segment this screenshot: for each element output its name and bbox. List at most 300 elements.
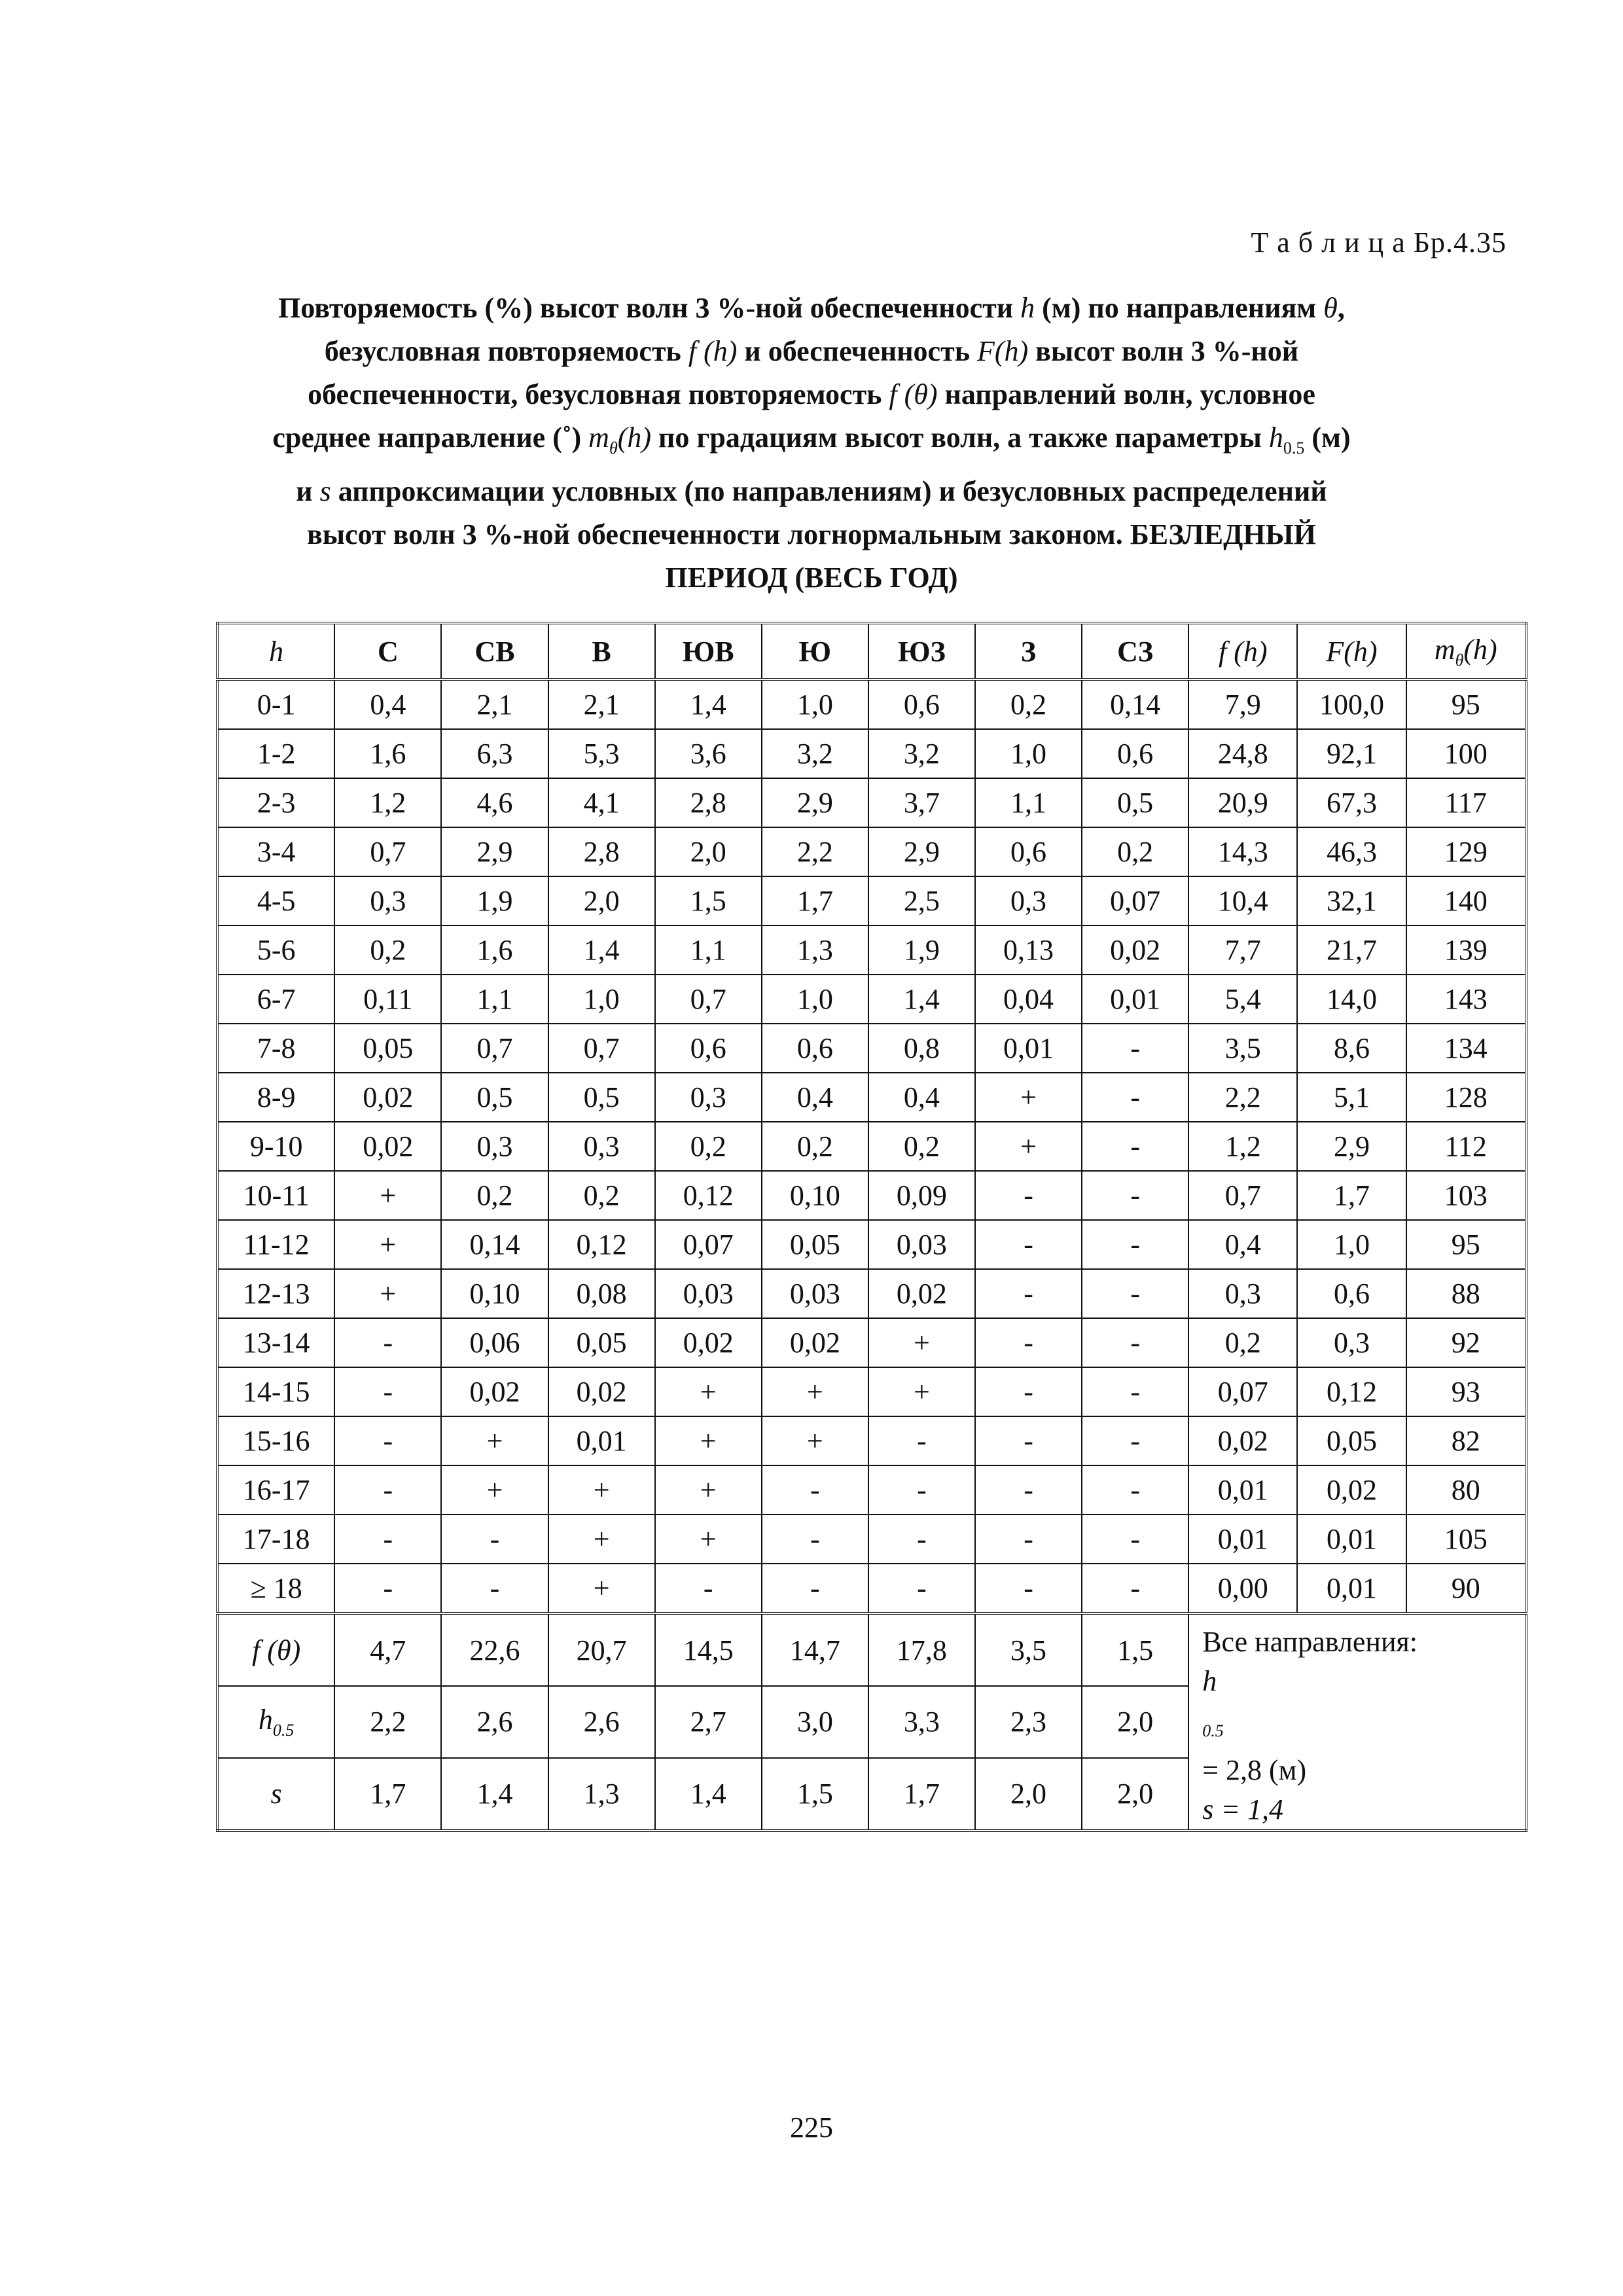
summary-s: s = 1,4 <box>1202 1793 1284 1825</box>
value-cell: 1,0 <box>762 975 868 1024</box>
value-cell: 0,03 <box>868 1220 975 1269</box>
caption-math: F(h) <box>976 335 1029 367</box>
value-cell: 0,6 <box>762 1024 868 1073</box>
height-range-cell: 1-2 <box>217 729 334 778</box>
value-cell: - <box>441 1564 548 1613</box>
height-range-cell: 11-12 <box>217 1220 334 1269</box>
all-directions-summary <box>1188 1613 1526 1831</box>
value-cell: + <box>655 1515 762 1564</box>
value-cell: 14,0 <box>1297 975 1406 1024</box>
table-row <box>217 1024 1526 1073</box>
value-cell: 0,02 <box>334 1122 441 1171</box>
value-cell: 0,4 <box>868 1073 975 1122</box>
value-cell: 0,01 <box>975 1024 1082 1073</box>
value-cell: - <box>868 1564 975 1613</box>
value-cell: 1,2 <box>1188 1122 1297 1171</box>
s-cell: 1,4 <box>655 1758 762 1831</box>
value-cell: - <box>334 1318 441 1367</box>
s-cell: 1,3 <box>548 1758 655 1831</box>
ftheta-cell: 20,7 <box>548 1613 655 1686</box>
value-cell: 2,9 <box>868 827 975 876</box>
h05-cell: 2,2 <box>334 1686 441 1758</box>
value-cell: 0,02 <box>762 1318 868 1367</box>
height-range-cell: 17-18 <box>217 1515 334 1564</box>
value-cell: 7,7 <box>1188 925 1297 975</box>
height-range-cell: 10-11 <box>217 1171 334 1220</box>
value-cell: 0,00 <box>1188 1564 1297 1613</box>
value-cell: 3,7 <box>868 778 975 827</box>
degree-symbol: ˚ <box>562 422 572 454</box>
caption-text: (м) <box>1304 422 1351 454</box>
value-cell: + <box>975 1122 1082 1171</box>
caption-math: m <box>588 422 609 454</box>
value-cell: + <box>655 1367 762 1416</box>
caption-text: и обеспеченность <box>737 335 977 367</box>
value-cell: + <box>548 1564 655 1613</box>
value-cell: 0,03 <box>762 1269 868 1318</box>
value-cell: 1,5 <box>655 876 762 925</box>
header-direction: З <box>975 623 1082 679</box>
value-cell: 0,6 <box>1297 1269 1406 1318</box>
value-cell: 7,9 <box>1188 679 1297 729</box>
ftheta-cell: 4,7 <box>334 1613 441 1686</box>
value-cell: 0,7 <box>655 975 762 1024</box>
value-cell: 3,6 <box>655 729 762 778</box>
ftheta-cell: 1,5 <box>1082 1613 1188 1686</box>
value-cell: 100 <box>1406 729 1526 778</box>
caption-math-sub: 0.5 <box>1283 438 1305 457</box>
value-cell: 2,1 <box>441 679 548 729</box>
table-row <box>217 1171 1526 1220</box>
caption-text: безусловная повторяемость <box>324 335 688 367</box>
value-cell: + <box>334 1220 441 1269</box>
value-cell: 0,14 <box>1082 679 1188 729</box>
value-cell: - <box>868 1515 975 1564</box>
value-cell: 1,9 <box>441 876 548 925</box>
summary-h-base: h <box>1202 1665 1217 1697</box>
value-cell: - <box>975 1515 1082 1564</box>
value-cell: 20,9 <box>1188 778 1297 827</box>
value-cell: 1,7 <box>762 876 868 925</box>
value-cell: - <box>1082 1073 1188 1122</box>
h05-label-base: h <box>258 1704 273 1736</box>
value-cell: 0,4 <box>762 1073 868 1122</box>
value-cell: 67,3 <box>1297 778 1406 827</box>
caption-math: f (θ) <box>889 378 938 410</box>
value-cell: + <box>441 1465 548 1515</box>
page-number: 225 <box>790 2111 833 2144</box>
value-cell: 0,5 <box>548 1073 655 1122</box>
value-cell: - <box>1082 1416 1188 1465</box>
value-cell: 93 <box>1406 1367 1526 1416</box>
value-cell: 0,03 <box>655 1269 762 1318</box>
value-cell: - <box>1082 1465 1188 1515</box>
table-row <box>217 1220 1526 1269</box>
height-range-cell: 13-14 <box>217 1318 334 1367</box>
value-cell: 129 <box>1406 827 1526 876</box>
value-cell: - <box>334 1515 441 1564</box>
table-row <box>217 1073 1526 1122</box>
table-row <box>217 1122 1526 1171</box>
height-range-cell: 12-13 <box>217 1269 334 1318</box>
s-cell: 1,4 <box>441 1758 548 1831</box>
value-cell: 0,07 <box>655 1220 762 1269</box>
value-cell: 0,07 <box>1188 1367 1297 1416</box>
value-cell: 0,7 <box>1188 1171 1297 1220</box>
value-cell: 100,0 <box>1297 679 1406 729</box>
value-cell: - <box>334 1564 441 1613</box>
h05-cell: 2,3 <box>975 1686 1082 1758</box>
value-cell: - <box>975 1269 1082 1318</box>
value-cell: 4,6 <box>441 778 548 827</box>
table-body <box>217 679 1526 1613</box>
header-direction: В <box>548 623 655 679</box>
value-cell: 0,5 <box>1082 778 1188 827</box>
value-cell: - <box>1082 1024 1188 1073</box>
height-range-cell: 6-7 <box>217 975 334 1024</box>
value-cell: 1,6 <box>334 729 441 778</box>
caption-line-2 <box>216 330 1407 373</box>
value-cell: 14,3 <box>1188 827 1297 876</box>
value-cell: - <box>334 1465 441 1515</box>
value-cell: - <box>1082 1318 1188 1367</box>
value-cell: 0,04 <box>975 975 1082 1024</box>
value-cell: 1,4 <box>548 925 655 975</box>
height-range-cell: 9-10 <box>217 1122 334 1171</box>
value-cell: - <box>1082 1171 1188 1220</box>
value-cell: 0,7 <box>441 1024 548 1073</box>
caption-line-3 <box>216 373 1407 416</box>
table-row <box>217 1367 1526 1416</box>
caption-text: высот волн 3 %-ной <box>1028 335 1299 367</box>
value-cell: 0,4 <box>334 679 441 729</box>
value-cell: 0,2 <box>868 1122 975 1171</box>
value-cell: 2,5 <box>868 876 975 925</box>
value-cell: + <box>868 1318 975 1367</box>
value-cell: 0,09 <box>868 1171 975 1220</box>
value-cell: 0,01 <box>1188 1515 1297 1564</box>
value-cell: 128 <box>1406 1073 1526 1122</box>
height-range-cell: ≥ 18 <box>217 1564 334 1613</box>
value-cell: + <box>334 1269 441 1318</box>
value-cell: - <box>655 1564 762 1613</box>
value-cell: + <box>655 1416 762 1465</box>
value-cell: 0,05 <box>548 1318 655 1367</box>
value-cell: + <box>762 1416 868 1465</box>
caption-text: направлений волн, условное <box>937 378 1315 410</box>
value-cell: 0,3 <box>334 876 441 925</box>
value-cell: + <box>441 1416 548 1465</box>
value-cell: 112 <box>1406 1122 1526 1171</box>
table-row <box>217 827 1526 876</box>
value-cell: 1,6 <box>441 925 548 975</box>
value-cell: 117 <box>1406 778 1526 827</box>
value-cell: 1,1 <box>655 925 762 975</box>
value-cell: 0,2 <box>441 1171 548 1220</box>
value-cell: 10,4 <box>1188 876 1297 925</box>
value-cell: - <box>1082 1367 1188 1416</box>
wave-height-table <box>216 622 1527 1832</box>
caption-text: аппроксимации условных (по направлениям) и безусловных распределений <box>330 475 1327 507</box>
value-cell: 0,05 <box>1297 1416 1406 1465</box>
table-row <box>217 778 1526 827</box>
value-cell: 0,2 <box>1082 827 1188 876</box>
value-cell: 143 <box>1406 975 1526 1024</box>
value-cell: 5,3 <box>548 729 655 778</box>
value-cell: - <box>975 1171 1082 1220</box>
value-cell: 0,6 <box>975 827 1082 876</box>
caption-math: s <box>319 475 331 507</box>
value-cell: - <box>334 1416 441 1465</box>
ftheta-cell: 14,5 <box>655 1613 762 1686</box>
value-cell: 0,01 <box>1297 1515 1406 1564</box>
h05-cell: 2,7 <box>655 1686 762 1758</box>
value-cell: 2,8 <box>655 778 762 827</box>
value-cell: 0,13 <box>975 925 1082 975</box>
table-row <box>217 1465 1526 1515</box>
value-cell: 6,3 <box>441 729 548 778</box>
value-cell: 3,2 <box>868 729 975 778</box>
value-cell: 0,6 <box>1082 729 1188 778</box>
header-m-theta <box>1406 623 1526 679</box>
value-cell: 134 <box>1406 1024 1526 1073</box>
summary-h-value: = 2,8 (м) <box>1202 1753 1307 1786</box>
value-cell: - <box>868 1416 975 1465</box>
h05-label-sub: 0.5 <box>272 1721 294 1740</box>
value-cell: 2,0 <box>548 876 655 925</box>
value-cell: 8,6 <box>1297 1024 1406 1073</box>
value-cell: 2,8 <box>548 827 655 876</box>
summary-title: Все направления: <box>1202 1626 1418 1658</box>
value-cell: 0,01 <box>1297 1564 1406 1613</box>
value-cell: 1,3 <box>762 925 868 975</box>
height-range-cell: 16-17 <box>217 1465 334 1515</box>
value-cell: 2,2 <box>762 827 868 876</box>
value-cell: 1,1 <box>441 975 548 1024</box>
value-cell: 0,8 <box>868 1024 975 1073</box>
value-cell: + <box>655 1465 762 1515</box>
caption-line-7: ПЕРИОД (ВЕСЬ ГОД) <box>665 561 958 594</box>
value-cell: 0,05 <box>334 1024 441 1073</box>
value-cell: + <box>548 1515 655 1564</box>
value-cell: 0,2 <box>975 679 1082 729</box>
caption-math: h <box>1020 292 1035 324</box>
header-row <box>217 623 1526 679</box>
value-cell: 0,3 <box>1188 1269 1297 1318</box>
caption-text: , <box>1337 292 1345 324</box>
caption-text: и <box>296 475 320 507</box>
value-cell: 0,05 <box>762 1220 868 1269</box>
summary-h-sub: 0.5 <box>1202 1721 1224 1740</box>
value-cell: 0,7 <box>334 827 441 876</box>
height-range-cell: 8-9 <box>217 1073 334 1122</box>
header-direction: С <box>334 623 441 679</box>
value-cell: - <box>1082 1515 1188 1564</box>
s-cell: 1,7 <box>868 1758 975 1831</box>
value-cell: 0,3 <box>975 876 1082 925</box>
value-cell: 95 <box>1406 1220 1526 1269</box>
table-label: Т а б л и ц а Бр.4.35 <box>1251 226 1507 259</box>
value-cell: 103 <box>1406 1171 1526 1220</box>
value-cell: 2,1 <box>548 679 655 729</box>
value-cell: 5,1 <box>1297 1073 1406 1122</box>
value-cell: 92 <box>1406 1318 1526 1367</box>
value-cell: 0,11 <box>334 975 441 1024</box>
s-cell: 1,5 <box>762 1758 868 1831</box>
header-direction: СВ <box>441 623 548 679</box>
caption-text: по градациям высот волн, а также параметры <box>651 422 1269 454</box>
summary-h05 <box>1202 1662 1525 1790</box>
value-cell: 105 <box>1406 1515 1526 1564</box>
header-direction: ЮВ <box>655 623 762 679</box>
caption-math: (h) <box>617 422 652 454</box>
table-row <box>217 1564 1526 1613</box>
value-cell: - <box>975 1465 1082 1515</box>
value-cell: 88 <box>1406 1269 1526 1318</box>
table-row <box>217 1318 1526 1367</box>
value-cell: + <box>868 1367 975 1416</box>
table-row <box>217 975 1526 1024</box>
value-cell: 0,5 <box>441 1073 548 1122</box>
value-cell: 1,0 <box>548 975 655 1024</box>
value-cell: 1,7 <box>1297 1171 1406 1220</box>
table-caption <box>216 287 1407 600</box>
h05-cell: 2,6 <box>441 1686 548 1758</box>
caption-line-1 <box>216 287 1407 330</box>
value-cell: 0,10 <box>441 1269 548 1318</box>
value-cell: 0,6 <box>868 679 975 729</box>
table-row <box>217 1515 1526 1564</box>
ftheta-row <box>217 1613 1526 1686</box>
caption-math-sub: θ <box>609 438 618 457</box>
caption-line-4 <box>216 416 1407 470</box>
value-cell: 0,02 <box>441 1367 548 1416</box>
value-cell: 95 <box>1406 679 1526 729</box>
value-cell: 0,02 <box>655 1318 762 1367</box>
header-m-sub: θ <box>1455 650 1464 670</box>
value-cell: 0,10 <box>762 1171 868 1220</box>
value-cell: 80 <box>1406 1465 1526 1515</box>
h05-cell: 2,6 <box>548 1686 655 1758</box>
value-cell: - <box>975 1318 1082 1367</box>
value-cell: 0,2 <box>548 1171 655 1220</box>
value-cell: 0,2 <box>762 1122 868 1171</box>
value-cell: 0,3 <box>548 1122 655 1171</box>
value-cell: 90 <box>1406 1564 1526 1613</box>
value-cell: 21,7 <box>1297 925 1406 975</box>
value-cell: - <box>762 1465 868 1515</box>
height-range-cell: 3-4 <box>217 827 334 876</box>
value-cell: 0,01 <box>1188 1465 1297 1515</box>
header-h: h <box>217 623 334 679</box>
value-cell: - <box>762 1564 868 1613</box>
s-cell: 1,7 <box>334 1758 441 1831</box>
caption-text: среднее направление ( <box>272 422 562 454</box>
value-cell: + <box>548 1465 655 1515</box>
value-cell: 0,08 <box>548 1269 655 1318</box>
h05-cell: 3,3 <box>868 1686 975 1758</box>
value-cell: - <box>975 1367 1082 1416</box>
value-cell: 0,02 <box>868 1269 975 1318</box>
value-cell: 2,2 <box>1188 1073 1297 1122</box>
s-cell: 2,0 <box>975 1758 1082 1831</box>
value-cell: 5,4 <box>1188 975 1297 1024</box>
value-cell: - <box>1082 1564 1188 1613</box>
value-cell: 24,8 <box>1188 729 1297 778</box>
value-cell: 0,2 <box>655 1122 762 1171</box>
value-cell: 4,1 <box>548 778 655 827</box>
h05-cell: 2,0 <box>1082 1686 1188 1758</box>
height-range-cell: 15-16 <box>217 1416 334 1465</box>
value-cell: 1,2 <box>334 778 441 827</box>
height-range-cell: 2-3 <box>217 778 334 827</box>
value-cell: + <box>334 1171 441 1220</box>
value-cell: 0,02 <box>1082 925 1188 975</box>
value-cell: 0,3 <box>655 1073 762 1122</box>
value-cell: 1,4 <box>868 975 975 1024</box>
value-cell: 92,1 <box>1297 729 1406 778</box>
value-cell: - <box>975 1220 1082 1269</box>
header-Fh: F(h) <box>1297 623 1406 679</box>
value-cell: 0,02 <box>334 1073 441 1122</box>
caption-line-6: высот волн 3 %-ной обеспеченности логнормальным законом. БЕЗЛЕДНЫЙ <box>306 518 1317 550</box>
caption-math: θ <box>1323 292 1338 324</box>
value-cell: 2,9 <box>441 827 548 876</box>
value-cell: 3,2 <box>762 729 868 778</box>
value-cell: 0,4 <box>1188 1220 1297 1269</box>
value-cell: 0,02 <box>548 1367 655 1416</box>
value-cell: - <box>975 1416 1082 1465</box>
table-row <box>217 729 1526 778</box>
ftheta-cell: 22,6 <box>441 1613 548 1686</box>
caption-line-5 <box>216 470 1407 513</box>
value-cell: 32,1 <box>1297 876 1406 925</box>
s-label: s <box>217 1758 334 1831</box>
value-cell: 1,9 <box>868 925 975 975</box>
value-cell: 1,0 <box>1297 1220 1406 1269</box>
value-cell: 1,1 <box>975 778 1082 827</box>
caption-text: ) <box>571 422 589 454</box>
value-cell: 0,12 <box>1297 1367 1406 1416</box>
header-fh: f (h) <box>1188 623 1297 679</box>
value-cell: 139 <box>1406 925 1526 975</box>
value-cell: + <box>975 1073 1082 1122</box>
table-footer <box>217 1613 1526 1831</box>
value-cell: 0,02 <box>1188 1416 1297 1465</box>
value-cell: 0,01 <box>1082 975 1188 1024</box>
value-cell: 2,9 <box>1297 1122 1406 1171</box>
value-cell: - <box>868 1465 975 1515</box>
value-cell: 0,06 <box>441 1318 548 1367</box>
ftheta-cell: 14,7 <box>762 1613 868 1686</box>
value-cell: 0,01 <box>548 1416 655 1465</box>
ftheta-cell: 3,5 <box>975 1613 1082 1686</box>
value-cell: 0,7 <box>548 1024 655 1073</box>
value-cell: 0,3 <box>1297 1318 1406 1367</box>
value-cell: 46,3 <box>1297 827 1406 876</box>
caption-math: h <box>1268 422 1283 454</box>
table-row <box>217 1269 1526 1318</box>
ftheta-cell: 17,8 <box>868 1613 975 1686</box>
caption-text: Повторяемость (%) высот волн 3 %-ной обеспеченности <box>278 292 1021 324</box>
value-cell: 0,07 <box>1082 876 1188 925</box>
value-cell: 0,12 <box>655 1171 762 1220</box>
value-cell: 2,9 <box>762 778 868 827</box>
value-cell: 2,0 <box>655 827 762 876</box>
header-direction: ЮЗ <box>868 623 975 679</box>
value-cell: 82 <box>1406 1416 1526 1465</box>
header-m-arg: (h) <box>1463 633 1497 666</box>
